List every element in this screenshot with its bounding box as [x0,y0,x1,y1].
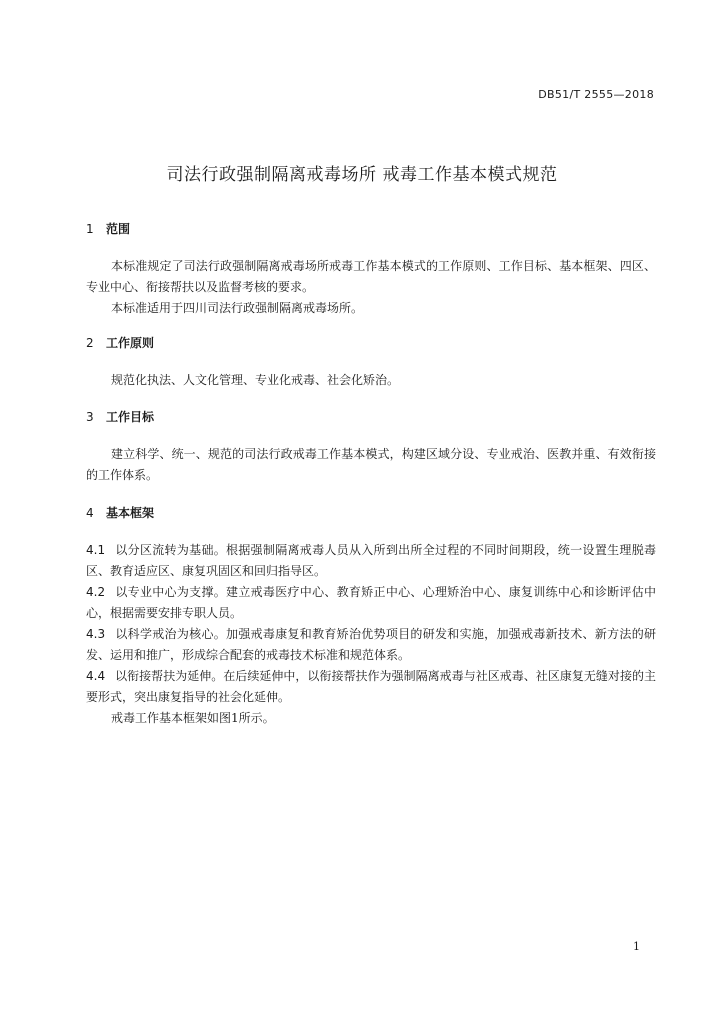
section-title: 工作原则 [106,336,155,350]
document-title: 司法行政强制隔离戒毒场所 戒毒工作基本模式规范 [166,165,558,185]
clause-number: 4.2 [86,585,106,599]
clause-number: 4.3 [86,627,106,641]
clause-4-1 [86,540,656,582]
clause-4-2 [86,582,656,624]
page-number: 1 [633,940,640,953]
section-1-paragraph-2: 本标准适用于四川司法行政强制隔离戒毒场所。 [111,301,364,315]
section-1-paragraph-1: 本标准规定了司法行政强制隔离戒毒场所戒毒工作基本模式的工作原则、工作目标、基本框架、四区、专业中心、衔接帮扶以及监督考核的要求。 [86,259,656,294]
section-3-paragraph-1: 建立科学、统一、规范的司法行政戒毒工作基本模式，构建区域分设、专业戒治、医教并重、有效衔接的工作体系。 [86,447,656,482]
clause-4-3 [86,624,656,666]
section-2-paragraph-1: 规范化执法、人文化管理、专业化戒毒、社会化矫治。 [111,373,400,387]
clause-text: 以衔接帮扶为延伸。在后续延伸中，以衔接帮扶作为强制隔离戒毒与社区戒毒、社区康复无缝对接的主要形式，突出康复指导的社会化延伸。 [86,669,656,704]
clause-number: 4.1 [86,543,106,557]
section-3-heading [86,408,154,425]
section-title: 基本框架 [106,506,155,520]
section-number: 2 [86,336,94,350]
clause-text: 以分区流转为基础。根据强制隔离戒毒人员从入所到出所全过程的不同时间期段，统一设置生理脱毒区、教育适应区、康复巩固区和回归指导区。 [86,543,656,578]
clause-text: 以科学戒治为核心。加强戒毒康复和教育矫治优势项目的研发和实施，加强戒毒新技术、新方法的研发、运用和推广，形成综合配套的戒毒技术标准和规范体系。 [86,627,656,662]
clause-4-4 [86,666,656,708]
section-title: 工作目标 [106,410,155,424]
clause-number: 4.4 [86,669,106,683]
section-4-closing: 戒毒工作基本框架如图1所示。 [111,711,275,725]
document-code: DB51/T 2555—2018 [538,88,654,101]
section-1-heading [86,220,130,237]
section-number: 3 [86,410,94,424]
clause-text: 以专业中心为支撑。建立戒毒医疗中心、教育矫正中心、心理矫治中心、康复训练中心和诊断评估中心，根据需要安排专职人员。 [86,585,656,620]
section-number: 1 [86,222,94,236]
section-number: 4 [86,506,94,520]
section-4-heading [86,504,154,521]
section-2-heading [86,334,154,351]
section-title: 范围 [106,222,131,236]
